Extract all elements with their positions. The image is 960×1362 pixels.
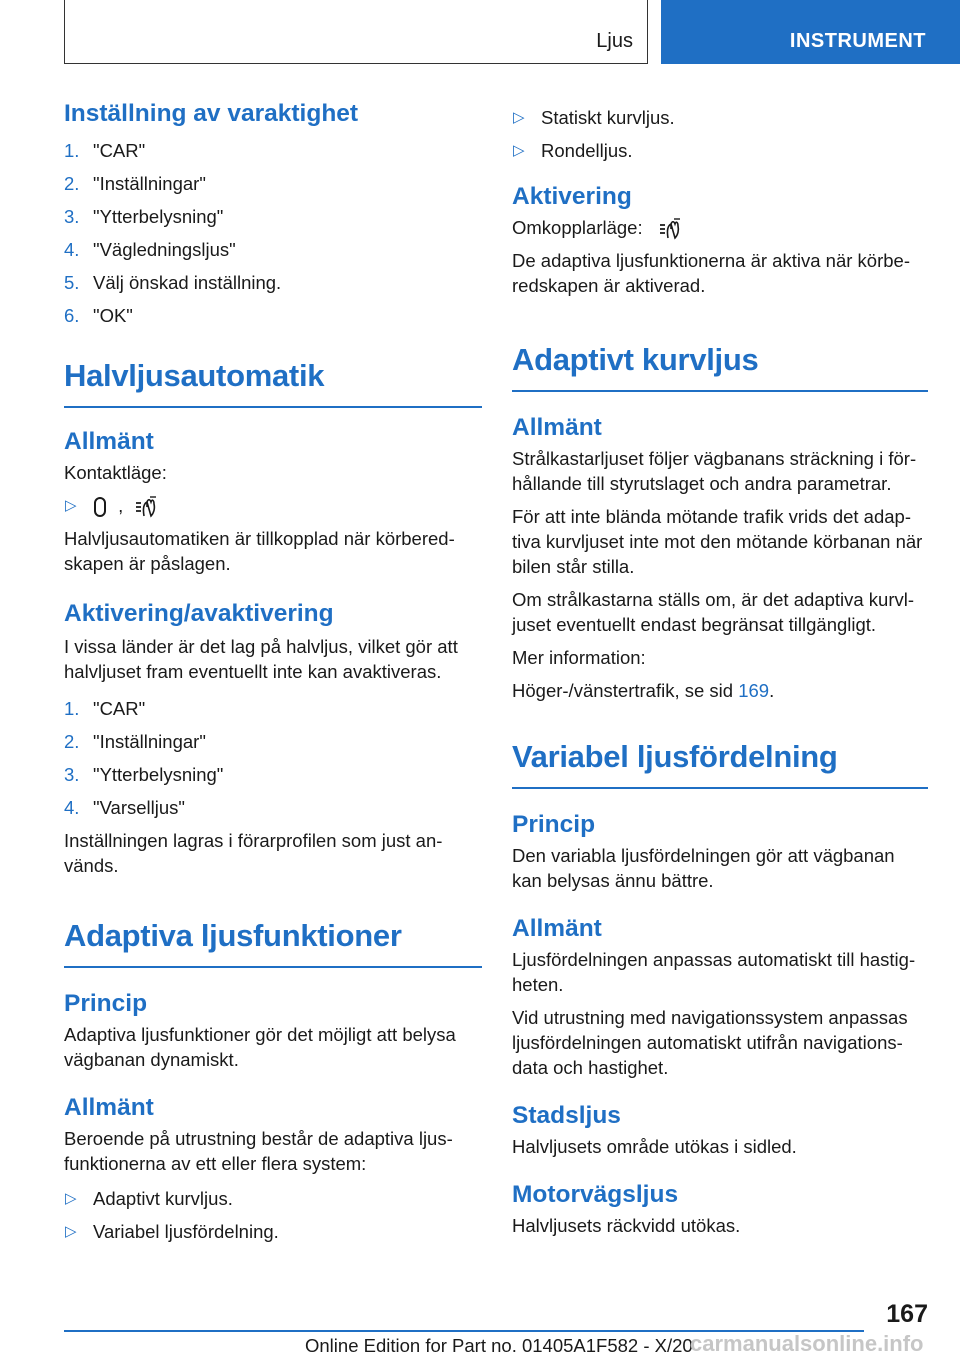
step-number: 6. xyxy=(64,305,80,326)
ignition-off-icon xyxy=(93,496,107,518)
step-text: "Ytterbelysning" xyxy=(93,764,224,786)
step-text: Välj önskad inställning. xyxy=(93,272,282,293)
list-item xyxy=(64,270,482,295)
adaptive-systems-list xyxy=(64,1186,482,1244)
header-section-box xyxy=(64,0,648,64)
heading-city-light: Stadsljus xyxy=(512,1102,621,1130)
step-number: 2. xyxy=(64,173,80,194)
bullet-text: Statiskt kurvljus. xyxy=(541,107,675,128)
step-text: "Inställningar" xyxy=(93,173,206,194)
header-chapter-title: INSTRUMENT xyxy=(789,30,926,52)
step-number: 2. xyxy=(64,731,80,753)
variable-text-2: Vid utrustning med navigationssystem anpassas ljusfördelningen automatiskt utifrån navigationsdata och hastighet. xyxy=(512,1007,908,1079)
list-item xyxy=(512,105,928,130)
list-item xyxy=(64,237,482,262)
list-item xyxy=(64,171,482,196)
step-number: 5. xyxy=(64,272,80,293)
step-text: "OK" xyxy=(93,305,133,326)
heading-general-variable: Allmänt xyxy=(512,915,602,943)
step-number: 1. xyxy=(64,140,80,161)
switch-label: Omkopplarläge: xyxy=(512,217,643,238)
bullet-text: Rondelljus. xyxy=(541,140,633,161)
drive-ready-icon xyxy=(658,218,682,240)
list-item xyxy=(512,138,928,163)
bullet-separator: , xyxy=(118,495,124,516)
list-item xyxy=(64,729,482,754)
cross-reference xyxy=(512,678,928,703)
bullet-text: Variabel ljusfördelning. xyxy=(93,1221,279,1243)
heading-activation-deactivation: Aktivering/avaktivering xyxy=(64,600,334,628)
profile-save-text: Inställningen lagras i förarprofilen som just används. xyxy=(64,830,443,877)
switch-position-line xyxy=(512,215,928,240)
heading-general-adaptive: Allmänt xyxy=(64,1094,154,1122)
activation-law-text: I vissa länder är det lag på halvljus, vilket gör att halvljuset fram eventuellt inte kan avaktiveras. xyxy=(64,636,458,683)
variable-text-1: Ljusfördelningen anpassas automatiskt till hastigheten. xyxy=(512,949,916,996)
step-number: 3. xyxy=(64,206,80,227)
heading-duration: Inställning av varaktighet xyxy=(64,100,359,127)
activation-text: De adaptiva ljusfunktionerna är aktiva när körberedskapen är aktiverad. xyxy=(512,250,910,297)
curve-text-2: För att inte blända mötande trafik vrids det adaptiva kurvljuset inte mot den mötande körbanan när bilen står stilla. xyxy=(512,506,923,578)
heading-activation: Aktivering xyxy=(512,183,632,210)
list-item xyxy=(64,1186,482,1211)
step-text: "CAR" xyxy=(93,140,146,161)
heading-principle: Princip xyxy=(64,990,148,1018)
heading-principle-variable: Princip xyxy=(512,811,596,839)
footer-edition: Online Edition for Part no. 01405A1F582 - X/20 xyxy=(305,1335,693,1356)
step-number: 4. xyxy=(64,239,80,260)
list-item xyxy=(64,303,482,328)
triangle-bullet-icon: ▷ xyxy=(65,497,77,514)
xref-page-link[interactable]: 169 xyxy=(738,680,770,702)
xref-text: Höger-/vänstertrafik, se sid xyxy=(512,680,739,702)
header-chapter-tab xyxy=(661,0,960,64)
contact-label: Kontaktläge: xyxy=(64,462,167,483)
right-column xyxy=(512,100,928,1238)
heading-general-auto: Allmänt xyxy=(64,428,154,455)
left-column xyxy=(64,100,482,1252)
running-light-steps xyxy=(64,696,482,820)
triangle-bullet-icon: ▷ xyxy=(65,1190,77,1208)
step-text: "Vägledningsljus" xyxy=(93,239,236,260)
highway-light-text: Halvljusets räckvidd utökas. xyxy=(512,1215,741,1237)
list-item xyxy=(64,138,482,163)
curve-text-3: Om strålkastarna ställs om, är det adaptiva kurvljuset eventuellt endast begränsat tillgängligt. xyxy=(512,589,915,636)
step-number: 3. xyxy=(64,764,80,786)
more-info-label: Mer information: xyxy=(512,647,646,669)
list-item xyxy=(64,795,482,820)
triangle-bullet-icon: ▷ xyxy=(65,1223,77,1241)
page-number: 167 xyxy=(886,1300,928,1328)
list-item xyxy=(64,204,482,229)
principle-text: Adaptiva ljusfunktioner gör det möjligt att belysa vägbanan dynamiskt. xyxy=(64,1024,456,1071)
triangle-bullet-icon: ▷ xyxy=(513,142,525,159)
section-adaptive-light: Adaptiva ljusfunktioner xyxy=(64,918,482,968)
triangle-bullet-icon: ▷ xyxy=(513,109,525,126)
drive-ready-icon xyxy=(134,496,158,518)
contact-bullet xyxy=(64,493,482,518)
header-section-title: Ljus xyxy=(596,30,633,52)
step-text: "Varselljus" xyxy=(93,797,185,819)
curve-text-1: Strålkastarljuset följer vägbanans sträckning i förhållande till styrutslaget och andra parametrar. xyxy=(512,448,917,495)
list-item xyxy=(64,696,482,721)
list-item xyxy=(64,1219,482,1244)
list-item xyxy=(64,762,482,787)
step-text: "Ytterbelysning" xyxy=(93,206,224,227)
curve-light-types-list xyxy=(512,105,928,163)
city-light-text: Halvljusets område utökas i sidled. xyxy=(512,1136,797,1158)
heading-general-curve: Allmänt xyxy=(512,414,602,442)
auto-description: Halvljusautomatiken är tillkopplad när körberedskapen är påslagen. xyxy=(64,528,455,575)
duration-steps xyxy=(64,138,482,328)
section-variable-light-distribution: Variabel ljusfördelning xyxy=(512,739,928,789)
step-number: 1. xyxy=(64,698,80,720)
variable-principle-text: Den variabla ljusfördelningen gör att vägbanan kan belysas ännu bättre. xyxy=(512,845,895,892)
step-text: "Inställningar" xyxy=(93,731,206,753)
general-adaptive-text: Beroende på utrustning består de adaptiva ljusfunktionerna av ett eller flera system: xyxy=(64,1128,453,1175)
watermark: carmanualsonline.info xyxy=(690,1331,924,1356)
step-text: "CAR" xyxy=(93,698,146,720)
step-number: 4. xyxy=(64,797,80,819)
section-adaptive-curve-light: Adaptivt kurvljus xyxy=(512,342,928,392)
bullet-text: Adaptivt kurvljus. xyxy=(93,1188,233,1210)
section-low-beam-auto: Halvljusautomatik xyxy=(64,358,482,408)
heading-highway-light: Motorvägsljus xyxy=(512,1181,679,1209)
xref-end: . xyxy=(769,680,775,702)
